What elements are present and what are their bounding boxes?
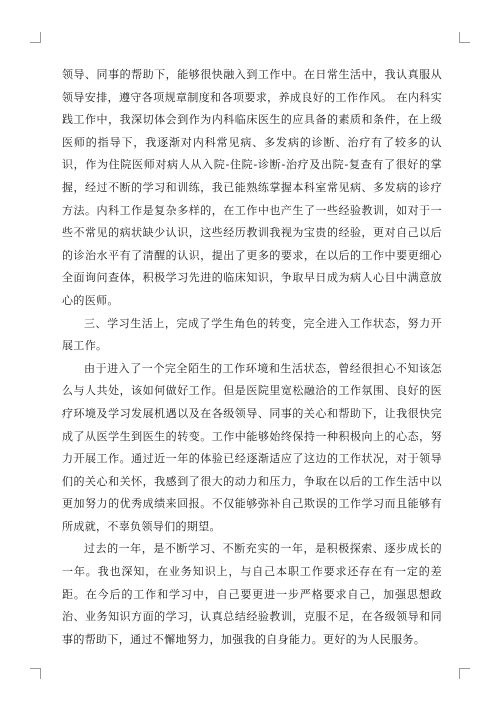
crop-mark-top-right — [459, 32, 470, 43]
crop-mark-bottom-right — [459, 668, 470, 679]
document-body — [62, 64, 442, 651]
paragraph-summary: 过去的一年，是不断学习、不断充实的一年，是积极探索、逐步成长的一年。我也深知，在业务知识上，与自己本职工作要求还存在有一定的差距。在今后的工作和学习中，自己要更进一步严格要求自己，加强思想政治、业务知识方面的学习，认真总结经验教训，克服不足，在各级领导和同事的帮助下，通过不懈地努力，加强我的自身能力。更好的为人民服务。 — [62, 542, 442, 646]
crop-mark-top-left — [30, 32, 41, 43]
crop-mark-bottom-left — [30, 668, 41, 679]
paragraph-continuation: 领导、同事的帮助下，能够很快融入到工作中。在日常生活中，我认真服从领导安排，遵守各项规章制度和各项要求，养成良好的工作作风。 在内科实践工作中，我深切体会到作为内科临床医生的应具备的素质和条件，在上级医师的指导下，我逐渐对内科常见病、多发病的诊断、治疗有了较多的认识，作为住院医师对病人从入院-住院-诊断-治疗及出院-复查有了很好的掌握，经过不断的学习和训练，我已能熟练掌握本科室常见病、多发病的诊疗方法。内科工作是复杂多样的，在工作中也产生了一些经验教训，如对于一些不常见的病状缺少认识，这些经历教训我视为宝贵的经验，更对自己以后的诊治水平有了清醒的认识，提出了更多的要求，在以后的工作中要更细心全面询问查体，积极学习先进的临床知识，争取早日成为病人心目中满意放心的医师。 — [62, 68, 442, 307]
section-heading-study-life: 三、学习生活上，完成了学生角色的转变，完全进入工作状态，努力开展工作。 — [62, 316, 442, 353]
paragraph-adaptation: 由于进入了一个完全陌生的工作环境和生活状态，曾经很担心不知该怎么与人共处，该如何做好工作。但是医院里宽松融洽的工作氛围、良好的医疗环境及学习发展机遇以及在各级领导、同事的关心和帮助下，让我很快完成了从医学生到医生的转变。工作中能够始终保持一种积极向上的心态，努力开展工作。通过近一年的体验已经逐渐适应了这边的工作状况，对于领导们的关心和关怀，我感到了很大的动力和压力，争取在以后的工作生活中以更加努力的优秀成绩来回报。不仅能够弥补自己欺误的工作学习而且能够有所成就，不辜负领导们的期望。 — [62, 361, 442, 533]
